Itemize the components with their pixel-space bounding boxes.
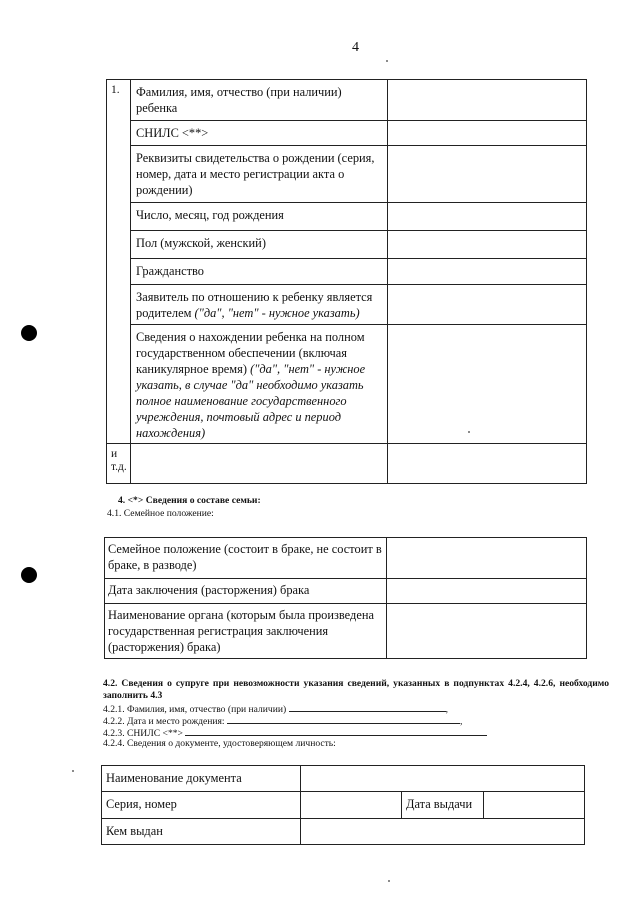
parent-status-note: ("да", "нет" - нужное указать) bbox=[194, 306, 360, 320]
etc-label: и т.д. bbox=[107, 444, 131, 484]
parent-status-text: Заявитель по отношению к ребенку является родителем bbox=[136, 290, 373, 320]
spouse-snils-field[interactable] bbox=[185, 726, 487, 736]
scan-speck bbox=[72, 770, 74, 772]
registry-office-label: Наименование органа (которым была произведена государственная регистрация заключения (расторжения) брака) bbox=[105, 604, 387, 659]
comma: , bbox=[445, 704, 449, 715]
marital-status-label: Семейное положение (состоит в браке, не состоит в браке, в разводе) bbox=[105, 538, 387, 579]
spouse-birth-field[interactable] bbox=[227, 714, 460, 724]
registry-office-value[interactable] bbox=[387, 604, 587, 659]
state-support-text: Сведения о нахождении ребенка на полном государственном обеспечении (включая каникулярное время) bbox=[136, 330, 365, 376]
spouse-snils-label: 4.2.3. СНИЛС <**> bbox=[103, 728, 183, 739]
etc-cell[interactable] bbox=[131, 444, 388, 484]
series-number-value[interactable] bbox=[301, 792, 402, 819]
page-number: 4 bbox=[352, 40, 359, 55]
citizenship-label: Гражданство bbox=[131, 259, 388, 285]
issued-by-value[interactable] bbox=[301, 819, 585, 845]
punch-hole-icon bbox=[21, 567, 37, 583]
scan-speck bbox=[386, 60, 388, 62]
scan-speck bbox=[468, 431, 470, 433]
child-name-value[interactable] bbox=[388, 80, 587, 121]
issue-date-label: Дата выдачи bbox=[402, 792, 484, 819]
citizenship-value[interactable] bbox=[388, 259, 587, 285]
state-support-value[interactable] bbox=[388, 325, 587, 444]
sex-value[interactable] bbox=[388, 231, 587, 259]
birth-date-label: Число, месяц, год рождения bbox=[131, 203, 388, 231]
child-snils-value[interactable] bbox=[388, 121, 587, 146]
birth-certificate-value[interactable] bbox=[388, 146, 587, 203]
spouse-birth-label: 4.2.2. Дата и место рождения: bbox=[103, 716, 225, 727]
parent-status-value[interactable] bbox=[388, 285, 587, 325]
child-info-table bbox=[106, 79, 587, 484]
scan-speck bbox=[388, 880, 390, 882]
section-4-1-label: 4.1. Семейное положение: bbox=[107, 508, 214, 519]
doc-name-value[interactable] bbox=[301, 766, 585, 792]
birth-date-value[interactable] bbox=[388, 203, 587, 231]
spouse-id-doc-row bbox=[103, 738, 336, 749]
spouse-name-field[interactable] bbox=[289, 702, 446, 712]
state-support-label bbox=[131, 325, 388, 444]
section-4-title: 4. <*> Сведения о составе семьи: bbox=[118, 495, 261, 506]
id-document-table bbox=[101, 765, 585, 845]
row-number: 1. bbox=[107, 80, 131, 444]
etc-value[interactable] bbox=[388, 444, 587, 484]
punch-hole-icon bbox=[21, 325, 37, 341]
issue-date-value[interactable] bbox=[484, 792, 585, 819]
spouse-name-label: 4.2.1. Фамилия, имя, отчество (при наличии) bbox=[103, 704, 287, 715]
section-4-2-heading: 4.2. Сведения о супруге при невозможности указания сведений, указанных в подпунктах 4.2.4, 4.2.6, необходимо заполнить 4.3 bbox=[103, 678, 609, 701]
marriage-date-value[interactable] bbox=[387, 579, 587, 604]
doc-name-label: Наименование документа bbox=[102, 766, 301, 792]
marital-status-value[interactable] bbox=[387, 538, 587, 579]
parent-status-label bbox=[131, 285, 388, 325]
issued-by-label: Кем выдан bbox=[102, 819, 301, 845]
family-status-table bbox=[104, 537, 587, 659]
child-name-label: Фамилия, имя, отчество (при наличии) ребенка bbox=[131, 80, 388, 121]
birth-certificate-label: Реквизиты свидетельства о рождении (серия, номер, дата и место регистрации акта о рождении) bbox=[131, 146, 388, 203]
spouse-id-doc-label: 4.2.4. Сведения о документе, удостоверяющем личность: bbox=[103, 738, 336, 749]
sex-label: Пол (мужской, женский) bbox=[131, 231, 388, 259]
comma: , bbox=[460, 716, 463, 727]
marriage-date-label: Дата заключения (расторжения) брака bbox=[105, 579, 387, 604]
state-support-note: ("да", "нет" - нужное указать, в случае "да" необходимо указать полное наименование государственного учреждения, почтовый адрес и период нахождения) bbox=[136, 362, 366, 440]
series-number-label: Серия, номер bbox=[102, 792, 301, 819]
child-snils-label: СНИЛС <**> bbox=[131, 121, 388, 146]
